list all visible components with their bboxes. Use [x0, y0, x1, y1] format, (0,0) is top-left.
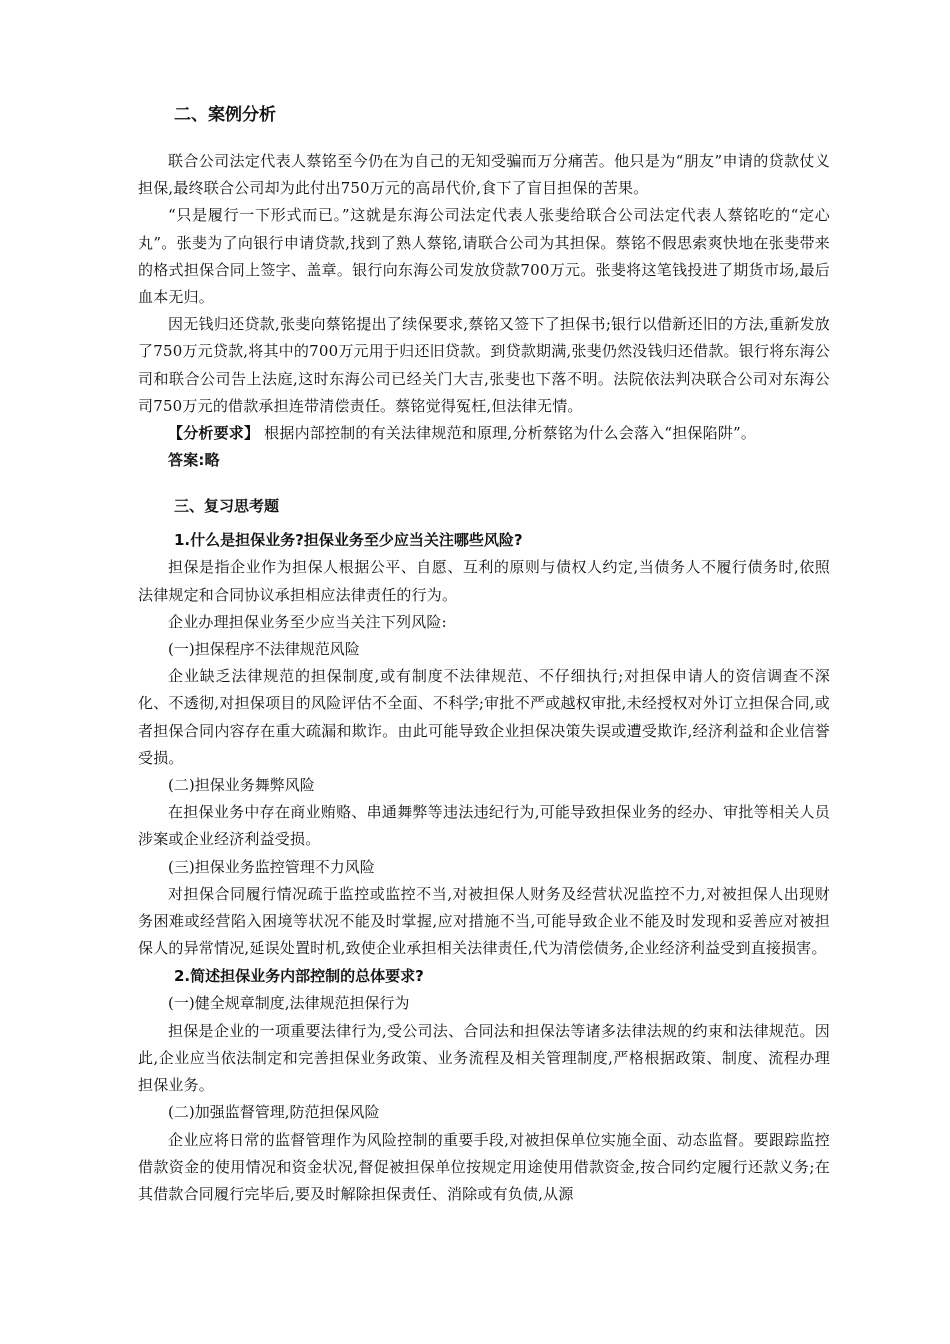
section-heading-case-analysis: 二、案例分析 — [174, 105, 276, 125]
section-heading-review-questions: 三、复习思考题 — [174, 497, 280, 516]
case-paragraph-1: 联合公司法定代表人蔡铭至今仍在为自己的无知受骗而万分痛苦。他只是为“朋友”申请的贷款仗义担保,最终联合公司却为此付出750万元的高昂代价,食下了盲目担保的苦果。 — [138, 152, 830, 198]
case-paragraph-2: “只是履行一下形式而已。”这就是东海公司法定代表人张斐给联合公司法定代表人蔡铭吃的“定心丸”。张斐为了向银行申请贷款,找到了熟人蔡铭,请联合公司为其担保。蔡铭不假思索爽快地在张斐带来的格式担保合同上签字、盖章。银行向东海公司发放贷款700万元。张斐将这笔钱投进了期货市场,最后血本无归。 — [138, 206, 830, 307]
q1-risk-1-heading: (一)担保程序不法律规范风险 — [168, 640, 360, 659]
q1-risk-2-text: 在担保业务中存在商业贿赂、串通舞弊等违法违纪行为,可能导致担保业务的经办、审批等相关人员涉案或企业经济利益受损。 — [138, 803, 830, 849]
q1-risk-3-heading: (三)担保业务监控管理不力风险 — [168, 857, 375, 876]
q1-risk-2-heading: (二)担保业务舞弊风险 — [168, 776, 315, 795]
q1-risk-3-text: 对担保合同履行情况疏于监控或监控不当,对被担保人财务及经营状况监控不力,对被担保人出现财务困难或经营陷入困境等状况不能及时掌握,应对措施不当,可能导致企业不能及时发现和妥善应对被担保人的异常情况,延误处置时机,致使企业承担相关法律责任,代为清偿债务,企业经济利益受到直接损害。 — [138, 884, 830, 958]
analysis-requirement — [138, 420, 830, 447]
question-2-title: 2.简述担保业务内部控制的总体要求? — [174, 967, 424, 986]
q2-req-2-heading: (二)加强监督管理,防范担保风险 — [168, 1103, 380, 1122]
q1-intro: 企业办理担保业务至少应当关注下列风险: — [168, 612, 447, 631]
q1-definition: 担保是指企业作为担保人根据公平、自愿、互利的原则与债权人约定,当债务人不履行债务时,依照法律规定和合同协议承担相应法律责任的行为。 — [138, 558, 830, 604]
requirement-label: 【分析要求】 — [168, 424, 260, 443]
q2-req-1-heading: (一)健全规章制度,法律规范担保行为 — [168, 994, 410, 1013]
q2-req-1-text: 担保是企业的一项重要法律行为,受公司法、合同法和担保法等诸多法律法规的约束和法律规范。因此,企业应当依法制定和完善担保业务政策、业务流程及相关管理制度,严格根据政策、制度、流程办理担保业务。 — [138, 1021, 830, 1095]
question-1-title: 1.什么是担保业务?担保业务至少应当关注哪些风险? — [174, 531, 523, 550]
answer-line: 答案:略 — [168, 451, 220, 470]
requirement-text: 根据内部控制的有关法律规范和原理,分析蔡铭为什么会落入“担保陷阱”。 — [259, 424, 757, 443]
q1-risk-1-text: 企业缺乏法律规范的担保制度,或有制度不法律规范、不仔细执行;对担保申请人的资信调查不深化、不透彻,对担保项目的风险评估不全面、不科学;审批不严或越权审批,未经授权对外订立担保合同,或者担保合同内容存在重大疏漏和欺诈。由此可能导致企业担保决策失误或遭受欺诈,经济利益和企业信誉受损。 — [138, 667, 830, 767]
q2-req-2-text: 企业应将日常的监督管理作为风险控制的重要手段,对被担保单位实施全面、动态监督。要跟踪监控借款资金的使用情况和资金状况,督促被担保单位按规定用途使用借款资金,按合同约定履行还款义务;在其借款合同履行完毕后,要及时解除担保责任、消除或有负债,从源 — [138, 1130, 830, 1203]
case-paragraph-3: 因无钱归还贷款,张斐向蔡铭提出了续保要求,蔡铭又签下了担保书;银行以借新还旧的方法,重新发放了750万元贷款,将其中的700万元用于归还旧贷款。到贷款期满,张斐仍然没钱归还借款。银行将东海公司和联合公司告上法庭,这时东海公司已经关门大吉,张斐也下落不明。法院依法判决联合公司对东海公司750万元的借款承担连带清偿责任。蔡铭觉得冤枉,但法律无情。 — [138, 315, 830, 415]
